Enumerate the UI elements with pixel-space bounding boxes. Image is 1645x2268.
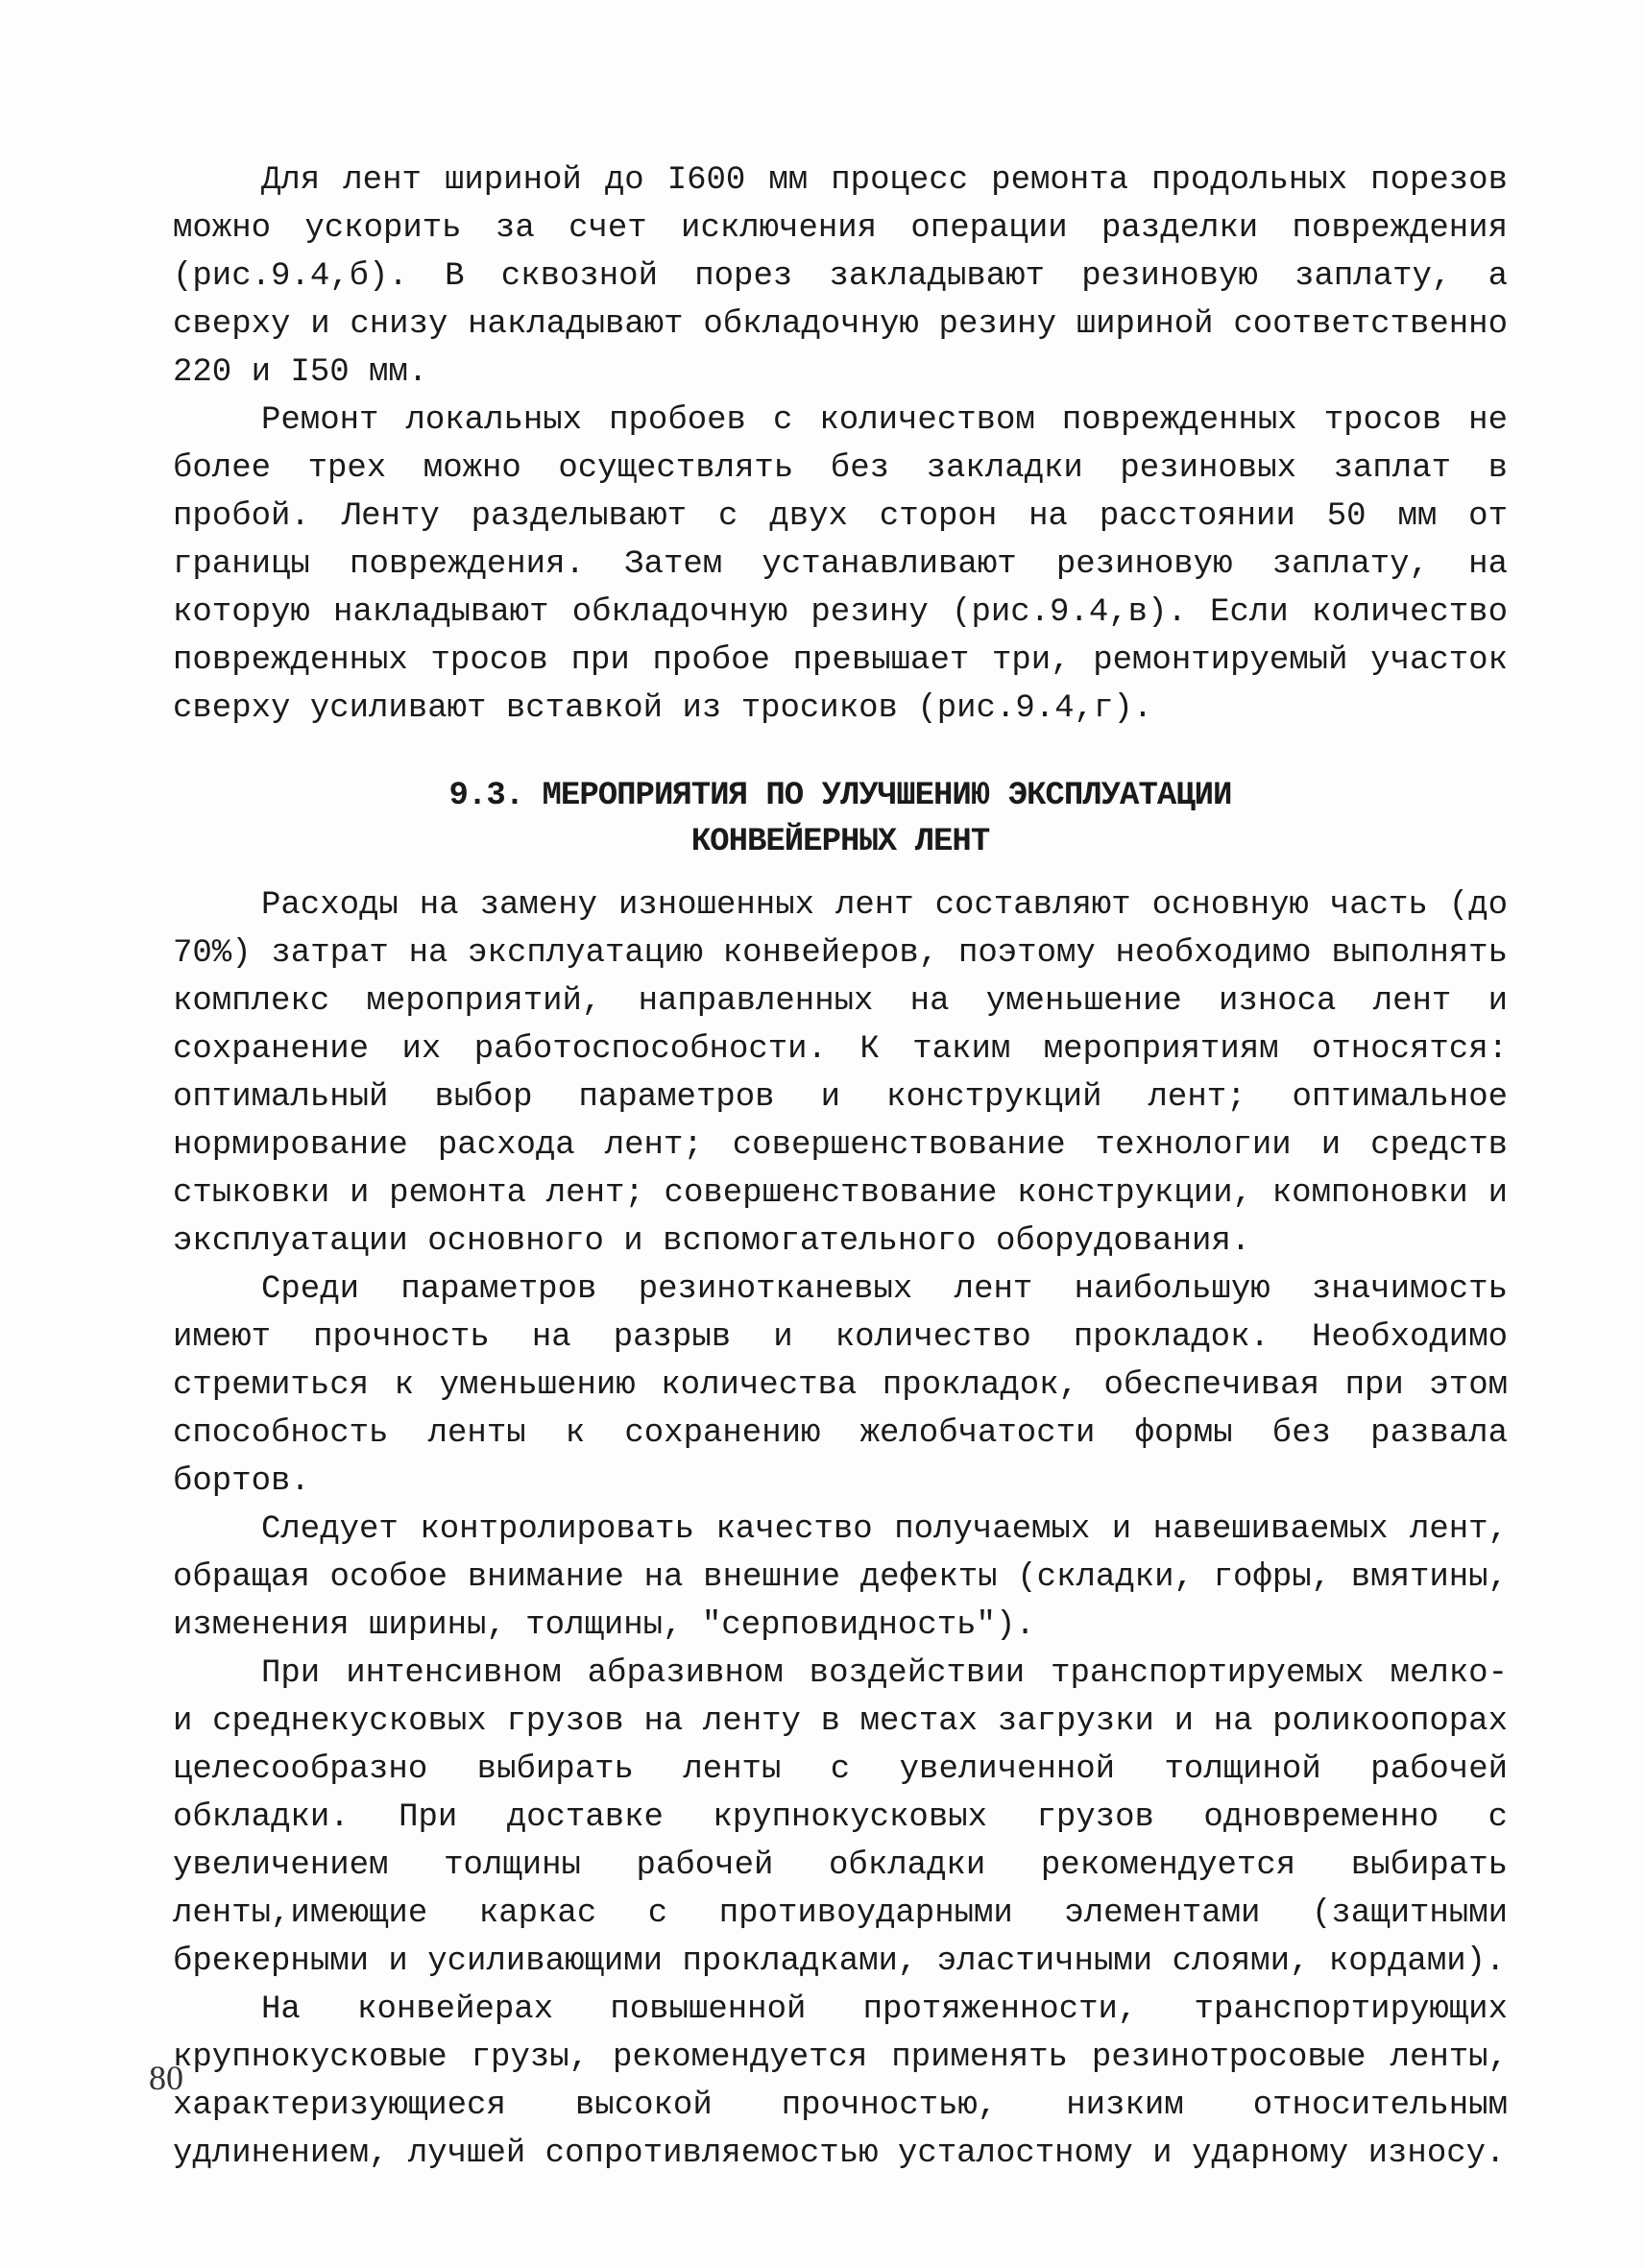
paragraph-belt-parameters: Среди параметров резинотканевых лент наибольшую значимость имеют прочность на разрыв и количество прокладок. Необходимо стремиться к уменьшению количества прокладок, обеспечивая при этом способность ленты к сохранению желобчатости формы без развала бортов. <box>173 1271 1508 1500</box>
paragraph-operating-costs: Расходы на замену изношенных лент составляют основную часть (до 70%) затрат на эксплуатацию конвейеров, поэтому необходимо выполнять комплекс мероприятий, направленных на уменьшение износа лент и сохранение их работоспособности. К таким мероприятиям относятся: оптимальный выбор параметров и конструкций лент; оптимальное нормирование расхода лент; совершенствование технологии и средств стыковки и ремонта лент; совершенствование конструкции, компоновки и эксплуатации основного и вспомогательного оборудования. <box>173 887 1508 1260</box>
text-block-bottom <box>173 881 1508 2178</box>
paragraph-local-punctures: Ремонт локальных пробоев с количеством поврежденных тросов не более трех можно осуществлять без закладки резиновых заплат в пробой. Ленту разделывают с двух сторон на расстоянии 50 мм от границы повреждения. Затем устанавливают резиновую заплату, на которую накладывают обкладочную резину (рис.9.4,в). Если количество поврежденных тросов при пробое превышает три, ремонтируемый участок сверху усиливают вставкой из тросиков (рис.9.4,г). <box>173 402 1508 727</box>
section-heading <box>173 773 1508 865</box>
page-number: 80 <box>149 2059 183 2097</box>
section-heading-line-2: КОНВЕЙЕРНЫХ ЛЕНТ <box>690 824 990 860</box>
paragraph-quality-control: Следует контролировать качество получаемых и навешиваемых лент, обращая особое внимание на внешние дефекты (складки, гофры, вмятины, изменения ширины, толщины, "серповидность"). <box>173 1511 1508 1644</box>
paragraph-abrasive-impact: При интенсивном абразивном воздействии транспортируемых мелко- и среднекусковых грузов на ленту в местах загрузки и на роликоопорах целесообразно выбирать ленты с увеличенной толщиной рабочей обкладки. При доставке крупнокусковых грузов одновременно с увеличением толщины рабочей обкладки рекомендуется выбирать ленты,имеющие каркас с противоударными элементами (защитными брекерными и усиливающими прокладками, эластичными слоями, кордами). <box>173 1655 1508 1980</box>
paragraph-long-conveyors: На конвейерах повышенной протяженности, транспортирующих крупнокусковые грузы, рекомендуется применять резинотросовые ленты, характеризующиеся высокой прочностью, низким относительным удлинением, лучшей сопротивляемостью усталостному и ударному износу. <box>173 1991 1508 2172</box>
paragraph-longitudinal-cuts: Для лент шириной до I600 мм процесс ремонта продольных порезов можно ускорить за счет исключения операции разделки повреждения (рис.9.4,б). В сквозной порез закладывают резиновую заплату, а сверху и снизу накладывают обкладочную резину шириной соответственно 220 и I50 мм. <box>173 162 1508 391</box>
text-block-top <box>173 157 1508 733</box>
section-heading-line-1: 9.3. МЕРОПРИЯТИЯ ПО УЛУЧШЕНИЮ ЭКСПЛУАТАЦИИ <box>448 778 1232 814</box>
